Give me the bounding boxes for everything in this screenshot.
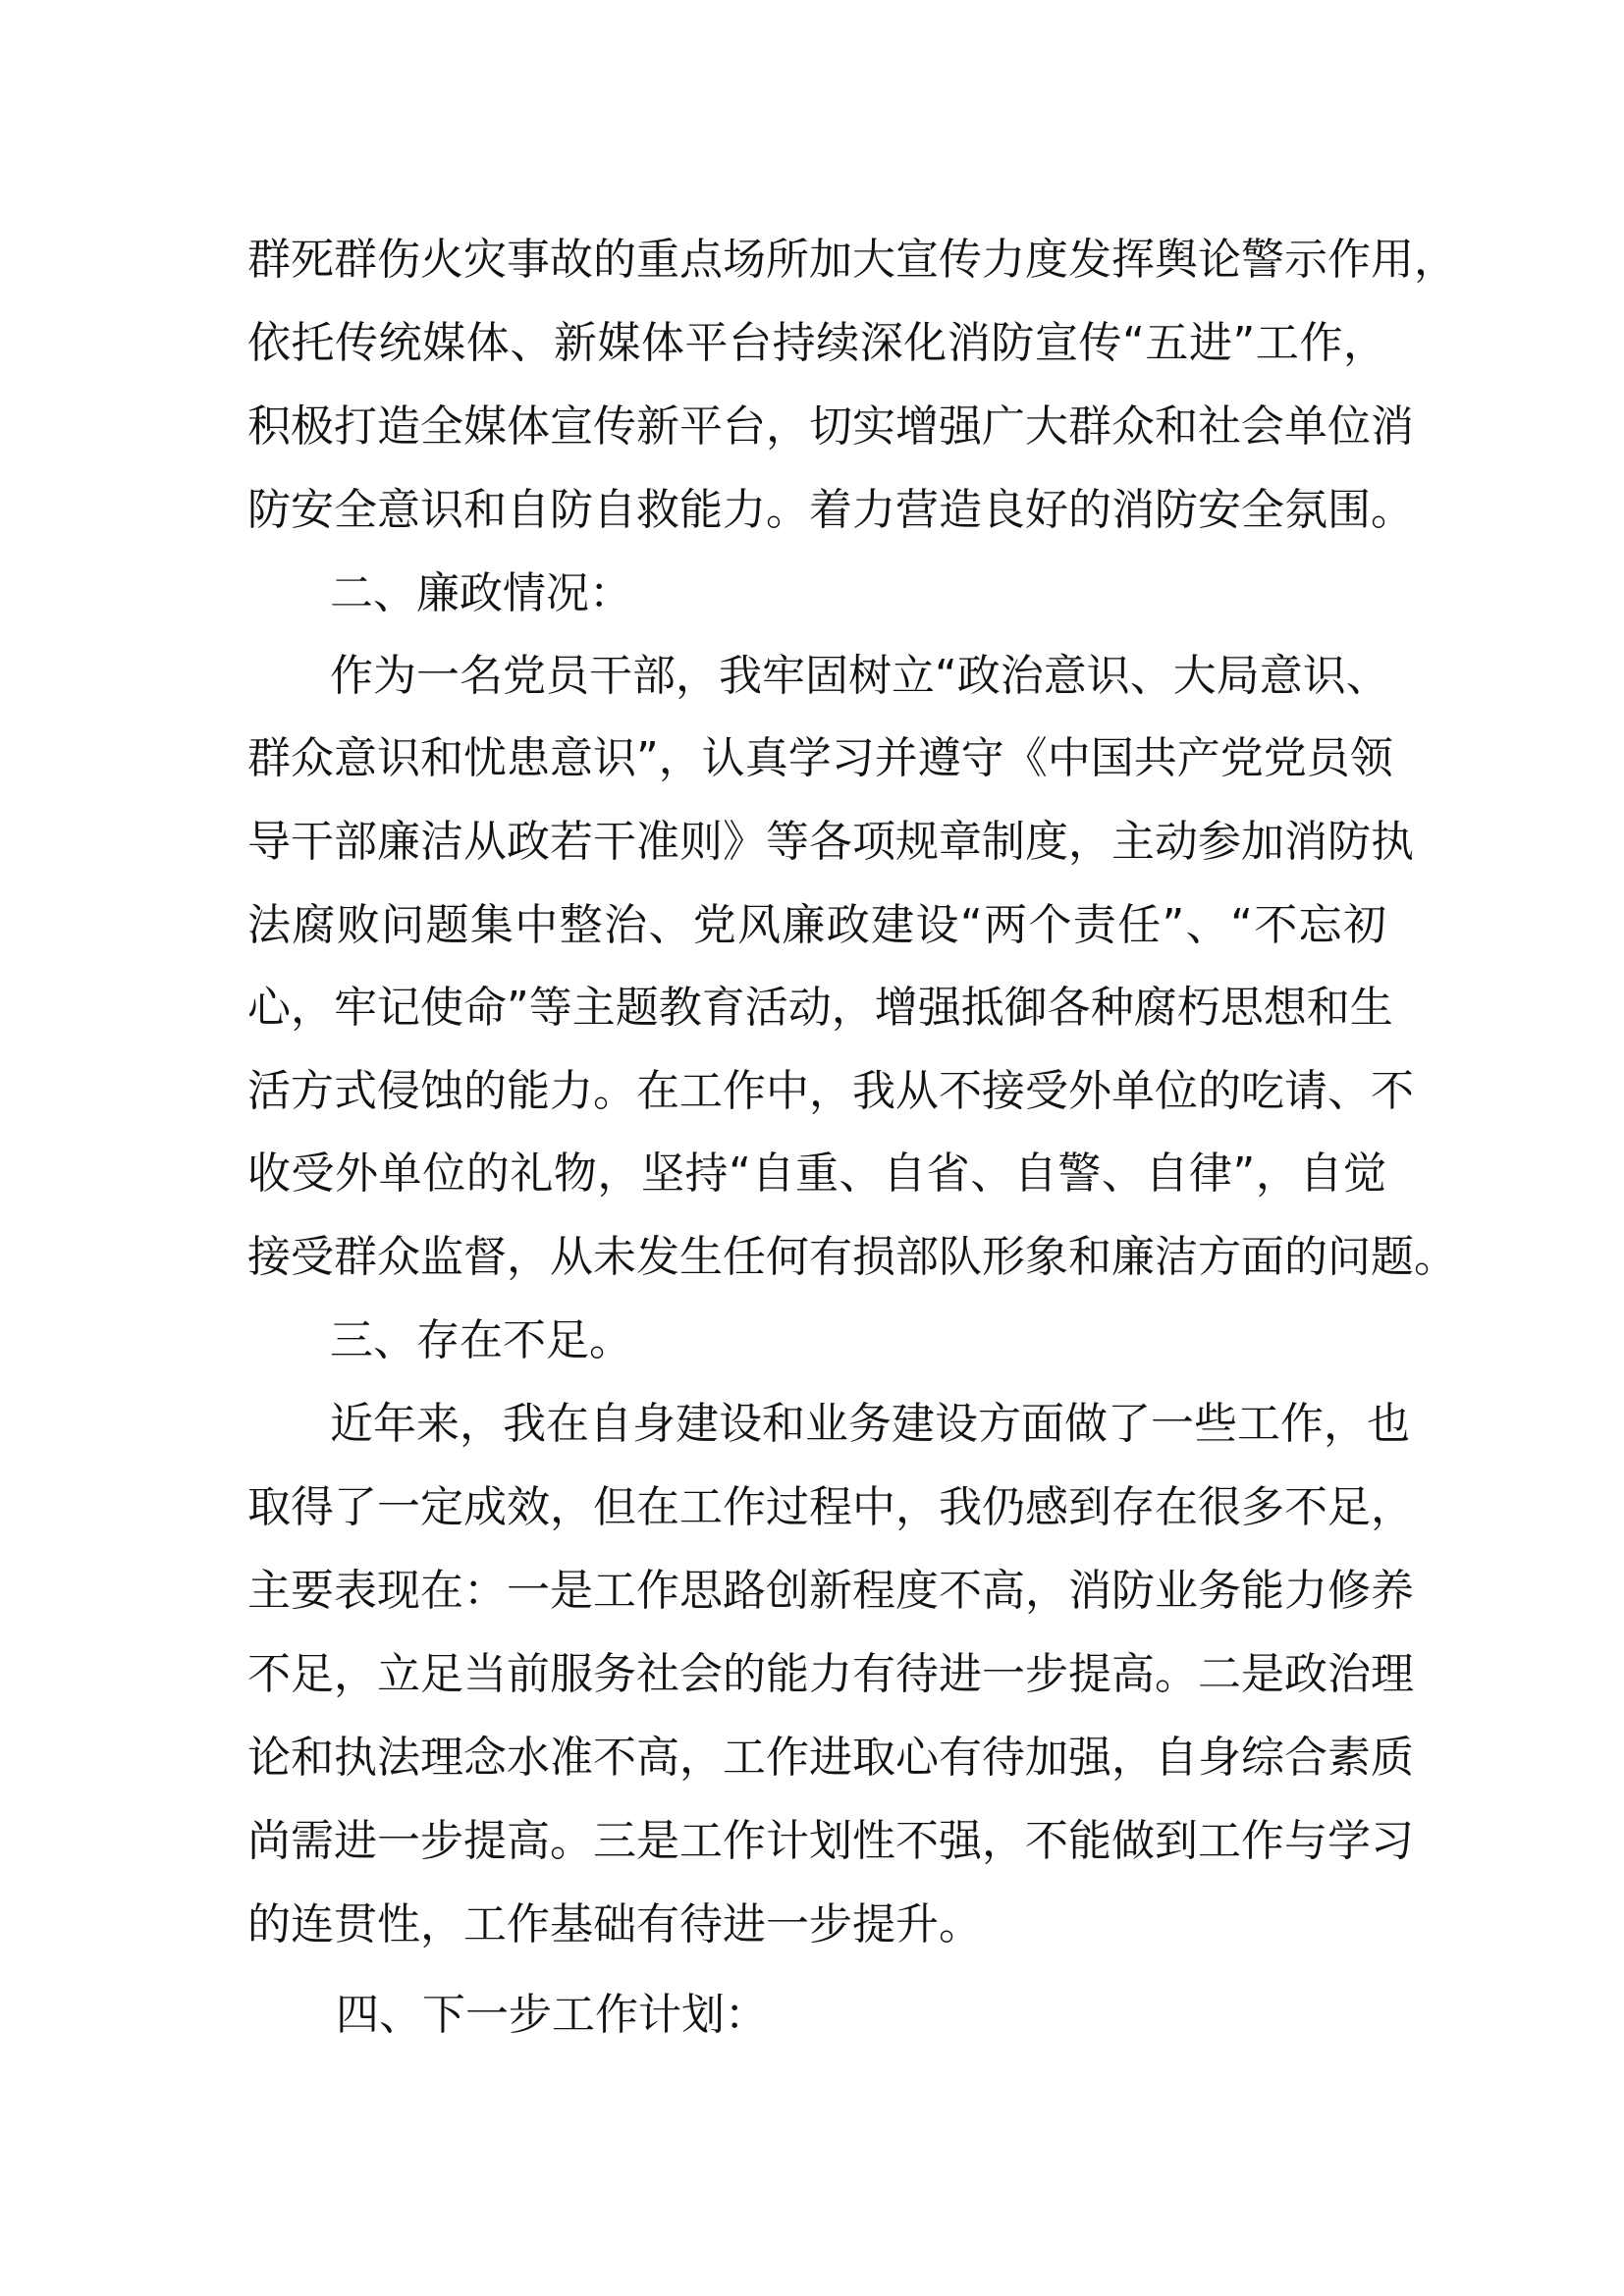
text-line: 依托传统媒体、新媒体平台持续深化消防宣传“五进”工作，	[247, 318, 1386, 368]
text-line: 的连贯性，工作基础有待进一步提升。	[247, 1899, 982, 1949]
text-line: 取得了一定成效，但在工作过程中，我仍感到存在很多不足，	[247, 1482, 1414, 1532]
text-line: 活方式侵蚀的能力。在工作中，我从不接受外单位的吃请、不	[247, 1066, 1414, 1116]
section-heading-integrity: 二、廉政情况：	[330, 568, 632, 618]
text-line: 防安全意识和自防自救能力。着力营造良好的消防安全氛围。	[247, 485, 1414, 535]
text-line: 法腐败问题集中整治、党风廉政建设“两个责任”、“不忘初	[247, 900, 1386, 950]
section-heading-next-plan: 四、下一步工作计划：	[336, 1990, 768, 2040]
text-line: 积极打造全媒体宣传新平台，切实增强广大群众和社会单位消	[247, 401, 1414, 452]
text-line: 群死群伤火灾事故的重点场所加大宣传力度发挥舆论警示作用，	[247, 235, 1457, 285]
text-line: 尚需进一步提高。三是工作计划性不强，不能做到工作与学习	[247, 1816, 1414, 1866]
text-line: 论和执法理念水准不高，工作进取心有待加强，自身综合素质	[247, 1733, 1414, 1783]
text-line: 主要表现在：一是工作思路创新程度不高，消防业务能力修养	[247, 1566, 1414, 1616]
text-line: 导干部廉洁从政若干准则》等各项规章制度，主动参加消防执	[247, 817, 1414, 867]
text-line: 接受群众监督，从未发生任何有损部队形象和廉洁方面的问题。	[247, 1232, 1457, 1282]
text-line: 群众意识和忧患意识”，认真学习并遵守《中国共产党党员领	[247, 733, 1393, 783]
text-line: 近年来，我在自身建设和业务建设方面做了一些工作，也	[330, 1399, 1410, 1449]
text-line: 作为一名党员干部，我牢固树立“政治意识、大局意识、	[330, 651, 1389, 701]
text-line: 收受外单位的礼物，坚持“自重、自省、自警、自律”，自觉	[247, 1148, 1386, 1199]
text-line: 心，牢记使命”等主题教育活动，增强抵御各种腐朽思想和生	[247, 983, 1393, 1033]
text-line: 不足，立足当前服务社会的能力有待进一步提高。二是政治理	[247, 1649, 1414, 1699]
section-heading-shortcomings: 三、存在不足。	[330, 1315, 632, 1365]
